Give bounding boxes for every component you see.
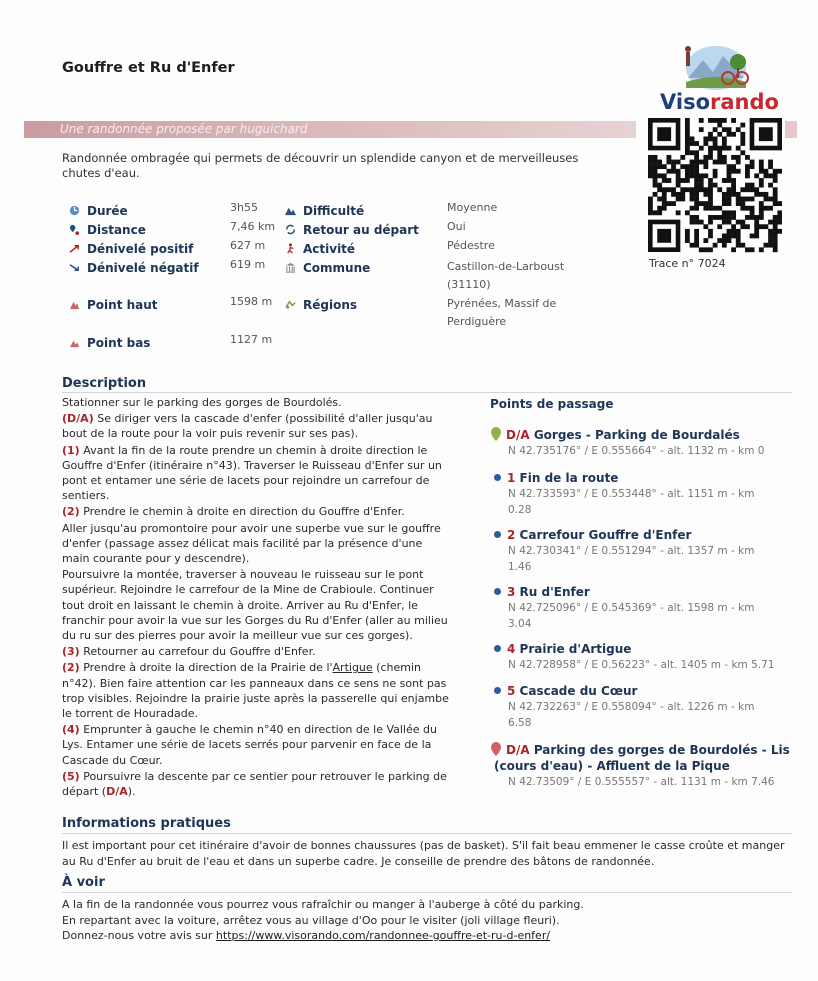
waypoint-name: Carrefour Gouffre d'Enfer (515, 528, 692, 542)
step-tag: D/A (106, 785, 128, 799)
stats-grid (68, 200, 648, 360)
waypoint-coords: N 42.730341° / E 0.551294° - alt. 1357 m - km 1.46 (508, 545, 755, 573)
waypoint-item (494, 470, 794, 518)
avoir-line: A la fin de la randonnée vous pourrez vous rafraîchir ou manger à l'auberge à côté du parking. (62, 898, 584, 911)
waypoint-coords: N 42.733593° / E 0.553448° - alt. 1151 m - km 0.28 (508, 488, 755, 516)
desc-paragraph (62, 395, 452, 410)
waypoint-name: Prairie d'Artigue (515, 642, 632, 656)
logo-text-visor: Viso (660, 90, 711, 114)
qr-code-icon (648, 118, 782, 254)
info-text: Il est important pour cet itinéraire d'avoir de bonnes chaussures (pas de basket). S'il fait beau emmener le casse croûte et manger au Ru d'Enfer au bruit de l'eau et dans un superbe cadre. Je conseille de prendre des bâtons de randonnée. (62, 839, 785, 868)
stat-value: 627 m (230, 239, 266, 252)
desc-text: Prendre à droite la direction de la Prairie de l' (79, 661, 333, 675)
red-pin-icon (491, 742, 501, 756)
logo-wordmark (660, 90, 779, 114)
info-heading: Informations pratiques (62, 816, 231, 831)
desc-text: Emprunter à gauche le chemin n°40 en direction de le Vallée du Lys. Entamer une série de lacets serrés pour parvenir en face de la Cascade du Cœur. (62, 723, 437, 767)
waypoint-tag: D/A (506, 743, 530, 757)
blue-dot-icon (494, 531, 501, 538)
hiker-icon (284, 243, 297, 254)
step-tag: (D/A) (62, 412, 94, 426)
peak-icon (68, 299, 81, 310)
distance-pin-icon (68, 224, 81, 235)
stat-town (284, 257, 370, 276)
desc-text: (chemin n°42). Bien faire attention car les panneaux dans ce sens ne sont pas trop visibles. Rejoindre la prairie juste après la passerelle qui enjambe le torrent de Houradade. (62, 661, 449, 721)
stat-ascent (68, 238, 193, 257)
stat-duration (68, 200, 128, 219)
waypoint-tag: 4 (507, 642, 516, 656)
intro-text: Randonnée ombragée qui permets de découvrir un splendide canyon et de merveilleuses chutes d'eau. (62, 151, 579, 180)
step-tag: (2) (62, 661, 80, 675)
stat-value: 7,46 km (230, 220, 276, 233)
waypoint-item (494, 641, 794, 673)
waypoint-name: Fin de la route (515, 471, 619, 485)
waypoint-tag: 1 (507, 471, 516, 485)
stat-label: Distance (87, 223, 146, 237)
descent-arrow-icon (68, 262, 81, 273)
step-tag: (5) (62, 769, 80, 783)
blue-dot-icon (494, 588, 501, 595)
desc-paragraph (62, 411, 452, 441)
stat-label: Difficulté (303, 204, 365, 218)
desc-text: Retourner au carrefour du Gouffre d'Enfer. (79, 645, 316, 659)
town-hall-icon (284, 262, 297, 273)
waypoint-name: Cascade du Cœur (515, 684, 638, 698)
stat-label: Dénivelé négatif (87, 261, 199, 275)
author-banner-text: Une randonnée proposée par huguichard (60, 122, 308, 136)
avoir-line: En repartant avec la voiture, arrêtez vous au village d'Oo pour le visiter (joli village fleuri). (62, 913, 560, 927)
waypoint-tag: 3 (507, 585, 516, 599)
blue-dot-icon (494, 645, 501, 652)
author-banner (24, 121, 636, 138)
desc-paragraph (62, 722, 452, 768)
stat-regions (284, 294, 357, 313)
description-heading: Description (62, 376, 147, 391)
stat-value: Pyrénées, Massif de Perdiguère (447, 297, 557, 328)
artigue-link[interactable]: Artigue (332, 661, 373, 675)
desc-text: Poursuivre la montée, traverser à nouveau le ruisseau sur le pont supérieur. Rejoindre le carrefour de la Mine de Crabioule. Continuer tout droit en laissant le chemin à droite. Arriver au Ru d'Enfer, le franchir pour avoir la vue sur les Gorges du Ru d'Enfer (aller au milieu du ru sur des pierres pour avoir la meilleur vue sur ces gorges). (62, 568, 448, 643)
stat-distance (68, 219, 146, 238)
stat-descent (68, 257, 199, 276)
clock-icon (68, 205, 81, 216)
region-icon (284, 299, 297, 310)
green-pin-icon (491, 427, 501, 441)
avoir-line-text: Donnez-nous votre avis sur (62, 929, 216, 942)
desc-paragraph (62, 521, 452, 567)
stat-value: 619 m (230, 258, 266, 271)
step-tag: (1) (62, 443, 80, 457)
stat-value: Castillon-de-Larboust (31110) (447, 260, 565, 291)
desc-paragraph (62, 567, 452, 643)
waypoint-coords: N 42.728958° / E 0.56223° - alt. 1405 m - km 5.71 (508, 659, 775, 671)
stat-value: 1598 m (230, 295, 273, 308)
desc-paragraph (62, 660, 452, 721)
stat-low-point (68, 332, 150, 351)
waypoint-tag: 2 (507, 528, 516, 542)
stat-label: Commune (303, 261, 371, 275)
desc-paragraph (62, 504, 452, 519)
stat-value: 3h55 (230, 201, 258, 214)
stat-return (284, 219, 419, 238)
desc-paragraph (62, 769, 452, 799)
waypoint-coords: N 42.735176° / E 0.555664° - alt. 1132 m - km 0 (508, 445, 765, 457)
desc-text: Aller jusqu'au promontoire pour avoir une superbe vue sur le gouffre d'enfer (passage assez délicat mais facilité par la présence d'une main courante pour y descendre). (62, 521, 441, 566)
stat-label: Durée (87, 204, 128, 218)
waypoint-tag: 5 (507, 684, 516, 698)
desc-paragraph (62, 443, 452, 504)
step-tag: (2) (62, 505, 80, 519)
banner-edge (785, 121, 797, 138)
review-link[interactable]: https://www.visorando.com/randonnee-gouffre-et-ru-d-enfer/ (215, 929, 551, 942)
stat-high-point (68, 294, 158, 313)
stat-value: Moyenne (447, 201, 498, 214)
waypoint-item (494, 742, 794, 790)
stat-value: Oui (447, 220, 466, 233)
desc-paragraph (62, 644, 452, 659)
ascent-arrow-icon (68, 243, 81, 254)
waypoint-tag: D/A (506, 428, 530, 442)
loop-arrows-icon (284, 224, 297, 235)
stat-activity (284, 238, 355, 257)
logo-text-rando: rando (710, 90, 779, 114)
divider (62, 892, 792, 893)
stat-difficulty (284, 200, 364, 219)
mountain-icon (284, 205, 297, 216)
waypoint-name: Gorges - Parking de Bourdalés (529, 428, 740, 442)
waypoint-coords: N 42.73509° / E 0.555557° - alt. 1131 m - km 7.46 (508, 776, 775, 788)
desc-text: Prendre le chemin à droite en direction du Gouffre d'Enfer. (79, 505, 405, 519)
waypoint-name: Parking des gorges de Bourdolés - Lis (cours d'eau) - Affluent de la Pique (494, 743, 790, 773)
waypoint-item (494, 427, 794, 459)
step-tag: (3) (62, 645, 80, 659)
divider (62, 833, 792, 834)
description-text (62, 395, 452, 800)
blue-dot-icon (494, 474, 501, 481)
waypoint-name: Ru d'Enfer (515, 585, 590, 599)
visorando-logo (658, 42, 779, 116)
avoir-line (62, 928, 792, 944)
waypoint-item (494, 683, 794, 731)
qr-code (648, 118, 782, 254)
trace-number: Trace n° 7024 (649, 257, 726, 270)
stat-value: Pédestre (447, 239, 495, 252)
avoir-text (62, 897, 792, 944)
blue-dot-icon (494, 687, 501, 694)
stat-label: Point bas (87, 336, 151, 350)
waypoint-item (494, 527, 794, 575)
divider (62, 392, 792, 393)
step-tag: (4) (62, 723, 80, 737)
avoir-heading: À voir (62, 875, 105, 890)
desc-text: Avant la fin de la route prendre un chemin à droite direction le Gouffre d'Enfer (itinéraire n°43). Traverser le Ruisseau d'Enfer sur un pont et entamer une série de lacets pour rejoindre un carrefour de sentiers. (62, 443, 442, 503)
stat-label: Dénivelé positif (87, 242, 194, 256)
waypoint-coords: N 42.732263° / E 0.558094° - alt. 1226 m - km 6.58 (508, 701, 755, 729)
stat-label: Régions (303, 298, 358, 312)
stat-label: Retour au départ (303, 223, 419, 237)
stat-label: Activité (303, 242, 356, 256)
waypoint-coords: N 42.725096° / E 0.545369° - alt. 1598 m - km 3.04 (508, 602, 755, 630)
desc-text: ). (127, 785, 136, 799)
low-point-icon (68, 337, 81, 348)
stat-value: 1127 m (230, 333, 273, 346)
waypoint-item (494, 584, 794, 632)
stat-label: Point haut (87, 298, 158, 312)
page-title: Gouffre et Ru d'Enfer (62, 60, 235, 76)
desc-text: Se diriger vers la cascade d'enfer (possibilité d'aller jusqu'au bout de la route pour la voir puis revenir sur ses pas). (62, 412, 433, 441)
waypoints-heading: Points de passage (490, 397, 614, 411)
desc-text: Stationner sur le parking des gorges de Bourdolés. (62, 396, 342, 409)
desc-text: Poursuivre la descente par ce sentier pour retrouver le parking de départ ( (62, 769, 447, 799)
